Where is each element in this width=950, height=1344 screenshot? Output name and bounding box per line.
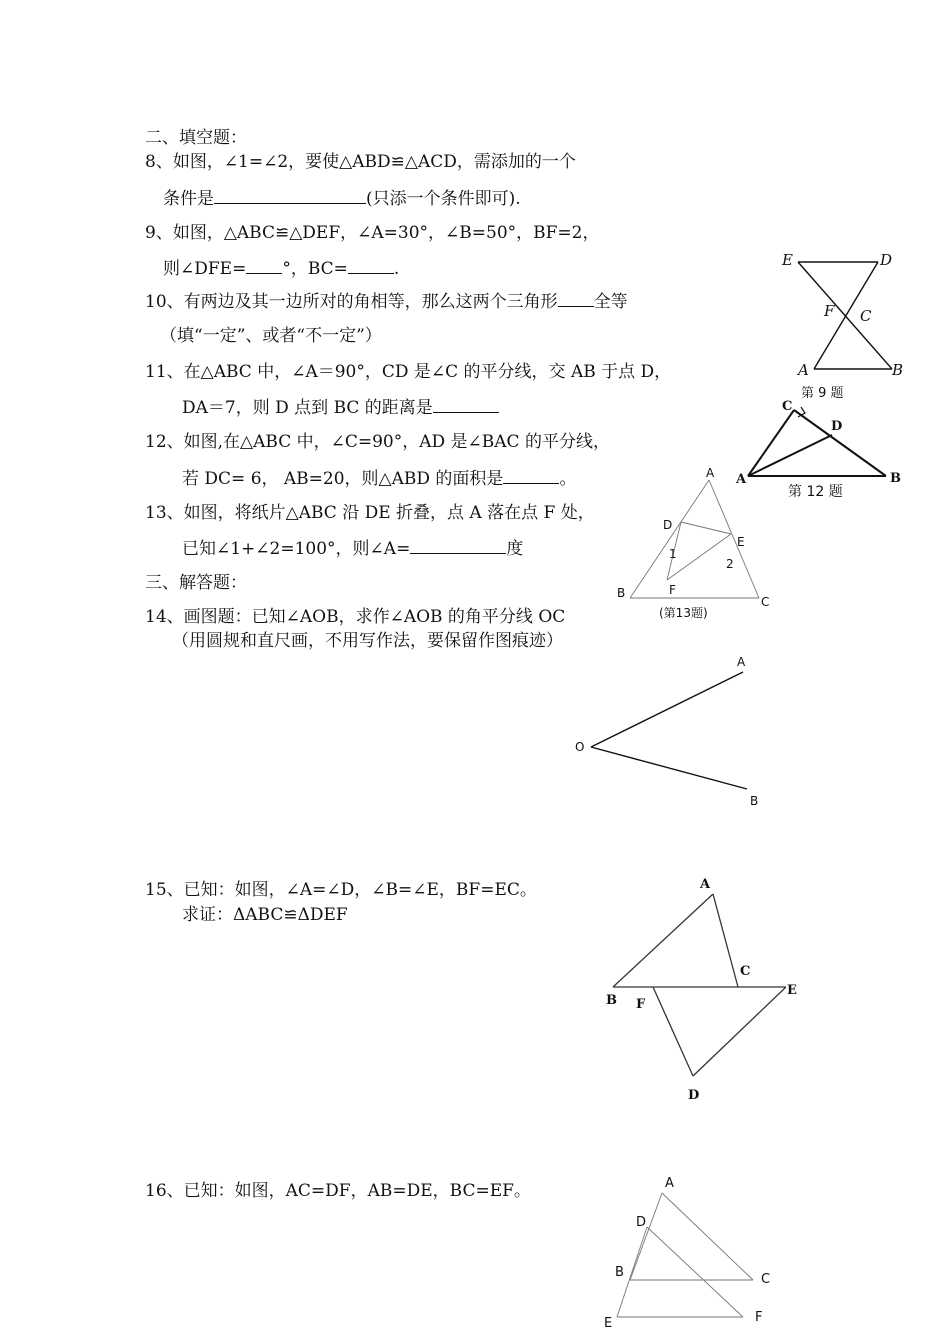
label-E: E: [787, 983, 797, 998]
figure-14-angle: [565, 650, 775, 815]
label-E: E: [782, 251, 793, 269]
section-answer-heading: 三、解答题：: [145, 573, 247, 593]
question-13-line1: 13、如图，将纸片△ABC 沿 DE 折叠，点 A 落在点 F 处，: [145, 503, 595, 523]
question-14-line1: 14、画图题：已知∠AOB，求作∠AOB 的角平分线 OC: [145, 607, 566, 627]
question-10-line2: （填“一定”、或者“不一定”）: [160, 326, 382, 346]
label-F: F: [755, 1310, 763, 1325]
answer-blank[interactable]: [348, 257, 394, 274]
question-11-line2: DA＝7，则 D 点到 BC 的距离是: [182, 396, 499, 419]
label-E: E: [604, 1316, 613, 1331]
figure-16: [595, 1170, 785, 1344]
question-8-line1: 8、如图，∠1=∠2，要使△ABD≌△ACD，需添加的一个: [145, 152, 576, 172]
label-B: B: [606, 993, 617, 1008]
label-D: D: [636, 1215, 647, 1230]
label-B: B: [890, 471, 901, 486]
label-angle-2: 2: [726, 557, 734, 571]
question-9-line1: 9、如图，△ABC≌△DEF，∠A=30°，∠B=50°，BF=2，: [145, 223, 600, 243]
label-B: B: [750, 794, 759, 808]
label-B: B: [617, 586, 626, 600]
question-15-line1: 15、已知：如图，∠A=∠D，∠B=∠E，BF=EC。: [145, 880, 537, 900]
label-A: A: [798, 361, 809, 379]
label-O: O: [575, 740, 585, 754]
label-C: C: [860, 307, 872, 325]
label-E: E: [737, 535, 745, 549]
question-15-line2: 求证：ΔABC≌ΔDEF: [182, 905, 348, 925]
figure-12-caption: 第 12 题: [788, 484, 843, 500]
question-8-line2: 条件是 (只添一个条件即可).: [163, 189, 521, 209]
label-C: C: [782, 399, 793, 414]
label-D: D: [831, 419, 843, 434]
answer-blank[interactable]: [503, 467, 559, 484]
answer-blank[interactable]: [433, 396, 499, 413]
question-12-line2: 若 DC= 6， AB=20，则△ABD 的面积是 。: [182, 469, 577, 489]
label-F: F: [669, 583, 676, 597]
question-14-line2: （用圆规和直尺画，不用写作法，要保留作图痕迹）: [172, 631, 563, 651]
answer-blank[interactable]: [214, 187, 366, 204]
label-D: D: [688, 1088, 700, 1103]
answer-blank[interactable]: [558, 290, 594, 307]
question-9-line2: 则∠DFE= °，BC= .: [163, 259, 400, 279]
question-10-line1: 10、有两边及其一边所对的角相等，那么这两个三角形 全等: [145, 292, 628, 312]
label-A: A: [737, 655, 746, 669]
label-A: A: [706, 466, 715, 480]
figure-9-caption: 第 9 题: [801, 386, 844, 401]
label-A: A: [700, 877, 711, 892]
label-F: F: [636, 997, 646, 1012]
figure-13: [605, 460, 780, 625]
section-fill-heading: 二、填空题：: [145, 128, 247, 148]
figure-13-caption: (第13题): [659, 606, 708, 620]
answer-blank[interactable]: [410, 537, 506, 554]
label-C: C: [740, 964, 751, 979]
question-13-line2: 已知∠1+∠2=100°，则∠A= 度: [182, 539, 524, 559]
label-F: F: [824, 302, 835, 320]
question-16-line1: 16、已知：如图，AC=DF，AB=DE，BC=EF。: [145, 1181, 531, 1201]
answer-blank[interactable]: [246, 257, 282, 274]
question-12-line1: 12、如图,在△ABC 中，∠C=90°，AD 是∠BAC 的平分线，: [145, 432, 610, 452]
label-B: B: [615, 1265, 624, 1280]
label-A: A: [736, 472, 747, 487]
label-D: D: [663, 518, 673, 532]
figure-9: [770, 245, 920, 400]
label-D: D: [880, 251, 893, 269]
label-B: B: [892, 361, 904, 379]
label-A: A: [665, 1176, 674, 1191]
label-angle-1: 1: [669, 547, 677, 561]
label-C: C: [761, 595, 770, 609]
label-C: C: [761, 1272, 771, 1287]
question-11-line1: 11、在△ABC 中，∠A＝90°，CD 是∠C 的平分线，交 AB 于点 D，: [145, 362, 672, 382]
figure-15: [595, 870, 810, 1110]
